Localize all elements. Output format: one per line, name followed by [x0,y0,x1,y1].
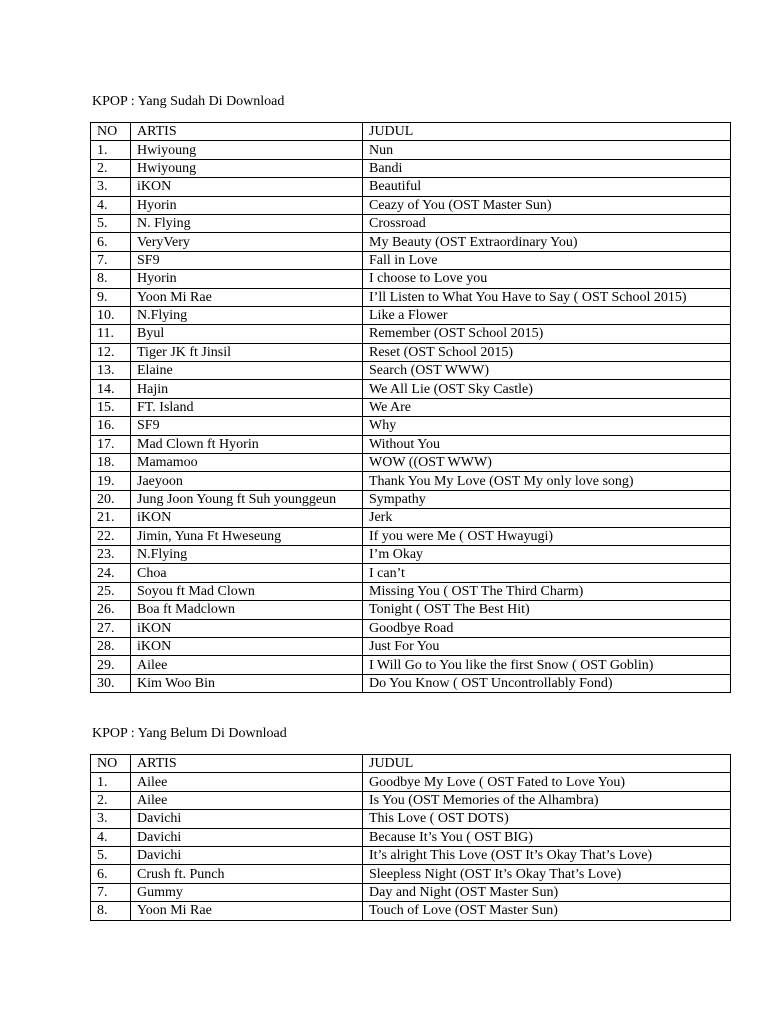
title-cell: Nun [363,141,731,159]
artist-cell: Crush ft. Punch [131,865,363,883]
artist-cell: Jung Joon Young ft Suh younggeun [131,490,363,508]
header-artist-cell: ARTIS [131,755,363,773]
no-cell: 30. [91,674,131,692]
table-row [91,810,731,828]
title-cell: This Love ( OST DOTS) [363,810,731,828]
table-row [91,454,731,472]
table-row [91,214,731,232]
artist-cell: Yoon Mi Rae [131,902,363,920]
artist-cell: Kim Woo Bin [131,674,363,692]
artist-cell: Davichi [131,846,363,864]
table-row [91,159,731,177]
artist-cell: N.Flying [131,306,363,324]
title-cell: Without You [363,435,731,453]
title-cell: Beautiful [363,178,731,196]
table-row [91,883,731,901]
artist-cell: VeryVery [131,233,363,251]
table-row [91,233,731,251]
table-row [91,398,731,416]
no-cell: 4. [91,828,131,846]
table-row [91,472,731,490]
title-cell: Ceazy of You (OST Master Sun) [363,196,731,214]
title-cell: I Will Go to You like the first Snow ( OST Goblin) [363,656,731,674]
title-cell: Fall in Love [363,251,731,269]
table-row [91,674,731,692]
artist-cell: Hajin [131,380,363,398]
no-cell: 7. [91,883,131,901]
table-row [91,141,731,159]
title-cell: Sympathy [363,490,731,508]
artist-cell: Hyorin [131,270,363,288]
artist-cell: iKON [131,619,363,637]
no-cell: 17. [91,435,131,453]
table-row [91,343,731,361]
title-cell: Thank You My Love (OST My only love song) [363,472,731,490]
table-row [91,545,731,563]
no-cell: 7. [91,251,131,269]
table-row [91,527,731,545]
no-cell: 16. [91,417,131,435]
title-cell: Day and Night (OST Master Sun) [363,883,731,901]
no-cell: 18. [91,454,131,472]
table-row [91,417,731,435]
header-artist-cell: ARTIS [131,123,363,141]
no-cell: 24. [91,564,131,582]
no-cell: 20. [91,490,131,508]
title-cell: Missing You ( OST The Third Charm) [363,582,731,600]
no-cell: 6. [91,865,131,883]
no-cell: 8. [91,902,131,920]
artist-cell: Ailee [131,773,363,791]
table-row [91,637,731,655]
artist-cell: Tiger JK ft Jinsil [131,343,363,361]
no-cell: 26. [91,601,131,619]
table-row [91,306,731,324]
title-cell: Like a Flower [363,306,731,324]
table-row [91,902,731,920]
title-cell: Search (OST WWW) [363,362,731,380]
not-downloaded-heading: KPOP : Yang Belum Di Download [92,726,287,741]
no-cell: 28. [91,637,131,655]
table-row [91,601,731,619]
no-cell: 27. [91,619,131,637]
title-cell: I’m Okay [363,545,731,563]
title-cell: Just For You [363,637,731,655]
table-row [91,791,731,809]
table-row [91,435,731,453]
title-cell: We Are [363,398,731,416]
table-row [91,380,731,398]
no-cell: 2. [91,159,131,177]
title-cell: We All Lie (OST Sky Castle) [363,380,731,398]
no-cell: 5. [91,846,131,864]
artist-cell: Mad Clown ft Hyorin [131,435,363,453]
artist-cell: Hwiyoung [131,159,363,177]
header-no-cell: NO [91,755,131,773]
table-row [91,656,731,674]
title-cell: Touch of Love (OST Master Sun) [363,902,731,920]
artist-cell: iKON [131,178,363,196]
artist-cell: Davichi [131,828,363,846]
title-cell: Sleepless Night (OST It’s Okay That’s Love) [363,865,731,883]
no-cell: 3. [91,178,131,196]
table-row [91,270,731,288]
no-cell: 22. [91,527,131,545]
title-cell: I can’t [363,564,731,582]
title-cell: Goodbye My Love ( OST Fated to Love You) [363,773,731,791]
title-cell: Is You (OST Memories of the Alhambra) [363,791,731,809]
no-cell: 23. [91,545,131,563]
no-cell: 2. [91,791,131,809]
no-cell: 12. [91,343,131,361]
no-cell: 14. [91,380,131,398]
table-row [91,509,731,527]
no-cell: 29. [91,656,131,674]
table-row [91,846,731,864]
artist-cell: Byul [131,325,363,343]
artist-cell: Soyou ft Mad Clown [131,582,363,600]
no-cell: 1. [91,773,131,791]
no-cell: 4. [91,196,131,214]
artist-cell: Davichi [131,810,363,828]
table-row [91,564,731,582]
table-row [91,773,731,791]
no-cell: 13. [91,362,131,380]
no-cell: 8. [91,270,131,288]
artist-cell: Yoon Mi Rae [131,288,363,306]
artist-cell: Hwiyoung [131,141,363,159]
title-cell: Bandi [363,159,731,177]
downloaded-table [90,122,731,693]
title-cell: Jerk [363,509,731,527]
title-cell: Remember (OST School 2015) [363,325,731,343]
table-row [91,828,731,846]
table-row [91,362,731,380]
header-no-cell: NO [91,123,131,141]
title-cell: My Beauty (OST Extraordinary You) [363,233,731,251]
title-cell: Because It’s You ( OST BIG) [363,828,731,846]
title-cell: Tonight ( OST The Best Hit) [363,601,731,619]
no-cell: 21. [91,509,131,527]
artist-cell: Gummy [131,883,363,901]
title-cell: Crossroad [363,214,731,232]
artist-cell: iKON [131,637,363,655]
title-cell: I’ll Listen to What You Have to Say ( OST School 2015) [363,288,731,306]
title-cell: Why [363,417,731,435]
header-title-cell: JUDUL [363,755,731,773]
no-cell: 6. [91,233,131,251]
artist-cell: Jaeyoon [131,472,363,490]
artist-cell: Ailee [131,656,363,674]
title-cell: WOW ((OST WWW) [363,454,731,472]
no-cell: 1. [91,141,131,159]
no-cell: 15. [91,398,131,416]
artist-cell: FT. Island [131,398,363,416]
title-cell: I choose to Love you [363,270,731,288]
artist-cell: Ailee [131,791,363,809]
artist-cell: N.Flying [131,545,363,563]
artist-cell: Mamamoo [131,454,363,472]
title-cell: If you were Me ( OST Hwayugi) [363,527,731,545]
table-row [91,490,731,508]
artist-cell: Jimin, Yuna Ft Hweseung [131,527,363,545]
title-cell: Goodbye Road [363,619,731,637]
table-row [91,325,731,343]
no-cell: 19. [91,472,131,490]
table-header-row [91,123,731,141]
artist-cell: N. Flying [131,214,363,232]
table-row [91,582,731,600]
artist-cell: Elaine [131,362,363,380]
artist-cell: Boa ft Madclown [131,601,363,619]
downloaded-heading: KPOP : Yang Sudah Di Download [92,94,285,109]
title-cell: It’s alright This Love (OST It’s Okay That’s Love) [363,846,731,864]
no-cell: 11. [91,325,131,343]
title-cell: Reset (OST School 2015) [363,343,731,361]
table-row [91,178,731,196]
table-row [91,619,731,637]
header-title-cell: JUDUL [363,123,731,141]
artist-cell: iKON [131,509,363,527]
artist-cell: Choa [131,564,363,582]
not-downloaded-table [90,754,731,921]
table-row [91,196,731,214]
table-header-row [91,755,731,773]
no-cell: 3. [91,810,131,828]
no-cell: 9. [91,288,131,306]
artist-cell: SF9 [131,251,363,269]
artist-cell: Hyorin [131,196,363,214]
table-row [91,251,731,269]
no-cell: 10. [91,306,131,324]
no-cell: 5. [91,214,131,232]
table-row [91,288,731,306]
table-row [91,865,731,883]
no-cell: 25. [91,582,131,600]
artist-cell: SF9 [131,417,363,435]
title-cell: Do You Know ( OST Uncontrollably Fond) [363,674,731,692]
